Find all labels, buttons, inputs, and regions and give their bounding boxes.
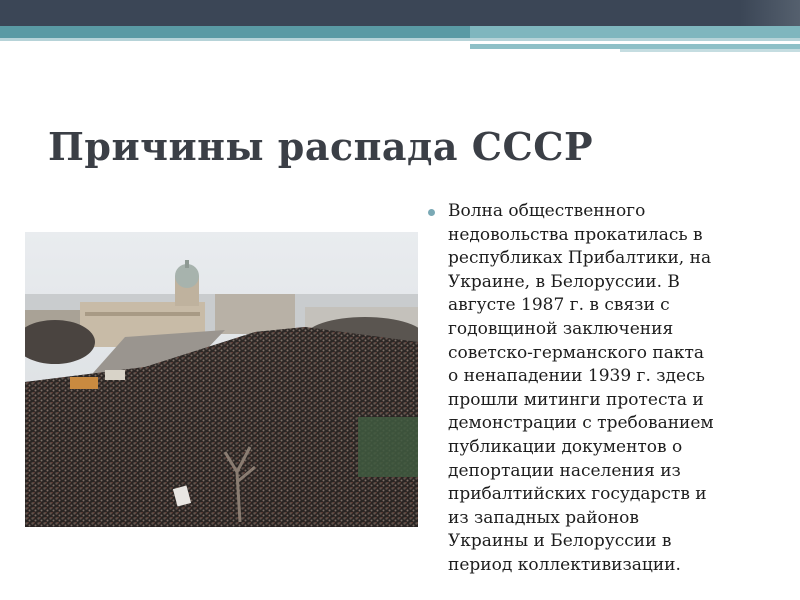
bullet-dot-icon [428, 209, 435, 216]
header-stripe [0, 26, 800, 38]
header-stripe-light [470, 26, 800, 38]
crowd-protest-photo [25, 232, 418, 527]
slide-title: Причины распада СССР [48, 124, 594, 169]
bullet-text: Волна общественного недовольства прокатилась в республиках Прибалтики, на Украине, в Белоруссии. В августе 1987 г. в связи с годовщиной заключения советско-германского пакта о ненападении 1939 г. здесь прошли митинги протеста и демонстрации с требованием публикации документов о депортации населения из прибалтийских государств и из западных районов Украины и Белоруссии в период коллективизации. [448, 201, 714, 575]
bullet-item [428, 200, 768, 578]
header-bar [0, 0, 800, 26]
header-short-stripe-2 [620, 49, 800, 52]
bullet-list [428, 200, 768, 578]
header-accent [740, 0, 800, 26]
header-thin-stripe [0, 38, 800, 41]
